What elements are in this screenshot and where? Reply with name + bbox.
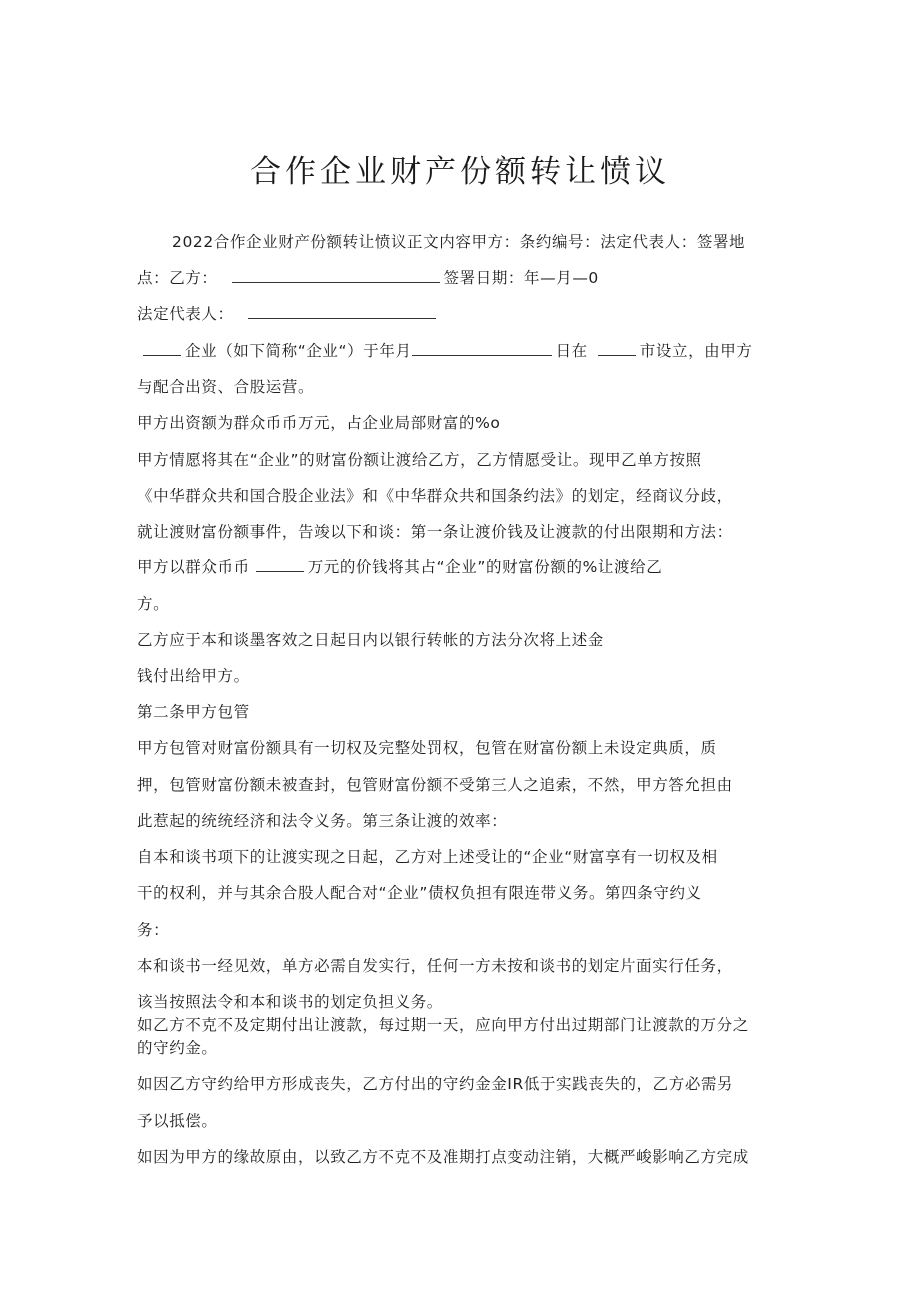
paragraph-line: 如因为甲方的缘故原由，以致乙方不克不及准期打点变动注销，大概严峻影响乙方完成 [137,1148,749,1166]
paragraph-line [137,341,752,361]
line-text: 万元的价钱将其占“企业”的财富份额的%让渡给乙 [307,558,663,576]
paragraph-line: 予以抵偿。 [137,1112,218,1130]
fill-blank [143,341,181,356]
line-text: 签署日期：年—月—0 [443,269,599,287]
line-text: 日在 [555,342,588,360]
line-text: 法定代表人： [137,305,234,323]
paragraph-line: 本和谈书一经见效，单方必需自发实行，任何一方未按和谈书的划定片面实行任务， [137,957,733,975]
paragraph-line: 干的权利，并与其余合股人配合对“企业”债权负担有限连带义务。第四条守约义 [137,884,702,902]
paragraph-line [137,557,662,577]
paragraph-line: 的守约金。 [137,1039,218,1057]
line-text: 市设立，由甲方 [639,342,753,360]
paragraph-line [137,304,436,324]
section-heading: 第二条甲方包管 [137,703,250,721]
paragraph-line: 2022合作企业财产份额转让愤议正文内容甲方：条约编号：法定代表人：签署地 [172,233,746,251]
line-text: 甲方以群众币币 [137,558,250,576]
paragraph-line [137,268,599,288]
paragraph-line: 甲方出资额为群众币币万元，占企业局部财富的%o [137,414,501,432]
paragraph-line: 甲方包管对财富份额具有一切权及完整处罚权，包管在财富份额上未设定典质，质 [137,739,717,757]
line-text: 点：乙方： [137,269,218,287]
paragraph-line: 务： [137,921,170,939]
paragraph-line: 乙方应于本和谈墨客效之日起日内以银行转帐的方法分次将上述金 [137,631,604,649]
paragraph-line: 如因乙方守约给甲方形成丧失，乙方付出的守约金金IR低于实践丧失的，乙方必需另 [137,1075,734,1093]
paragraph-line: 该当按照法令和本和谈书的划定负担义务。 [137,993,443,1011]
fill-blank [232,268,440,283]
paragraph-line: 钱付出给甲方。 [137,667,250,685]
paragraph-line: 如乙方不克不及定期付出让渡款，每过期一天，应向甲方付出过期部门让渡款的万分之 [137,1016,749,1034]
paragraph-line: 就让渡财富份额事件，告竣以下和谈：第一条让渡价钱及让渡款的付出限期和方法： [137,523,733,541]
paragraph-line: 押，包管财富份额未被查封，包管财富份额不受第三人之追索，不然，甲方答允担由 [137,776,733,794]
document-title: 合作企业财产份额转让愤议 [250,154,670,190]
paragraph-line: 方。 [137,595,170,613]
paragraph-line: 与配合出资、合股运营。 [137,378,315,396]
fill-blank [412,341,552,356]
fill-blank [248,304,436,319]
paragraph-line: 《中华群众共和国合股企业法》和《中华群众共和国条约法》的划定，经商议分歧， [137,487,733,505]
fill-blank [256,557,304,572]
paragraph-line: 此惹起的统统经济和法令义务。第三条让渡的效率： [137,812,508,830]
paragraph-line: 自本和谈书项下的让渡实现之日起，乙方对上述受让的“企业“财富享有一切权及相 [137,848,718,866]
paragraph-line: 甲方情愿将其在“企业”的财富份额让渡给乙方，乙方情愿受让。现甲乙单方按照 [137,451,702,469]
line-text: 企业（如下简称“企业“）于年月 [185,342,412,360]
fill-blank [598,341,636,356]
